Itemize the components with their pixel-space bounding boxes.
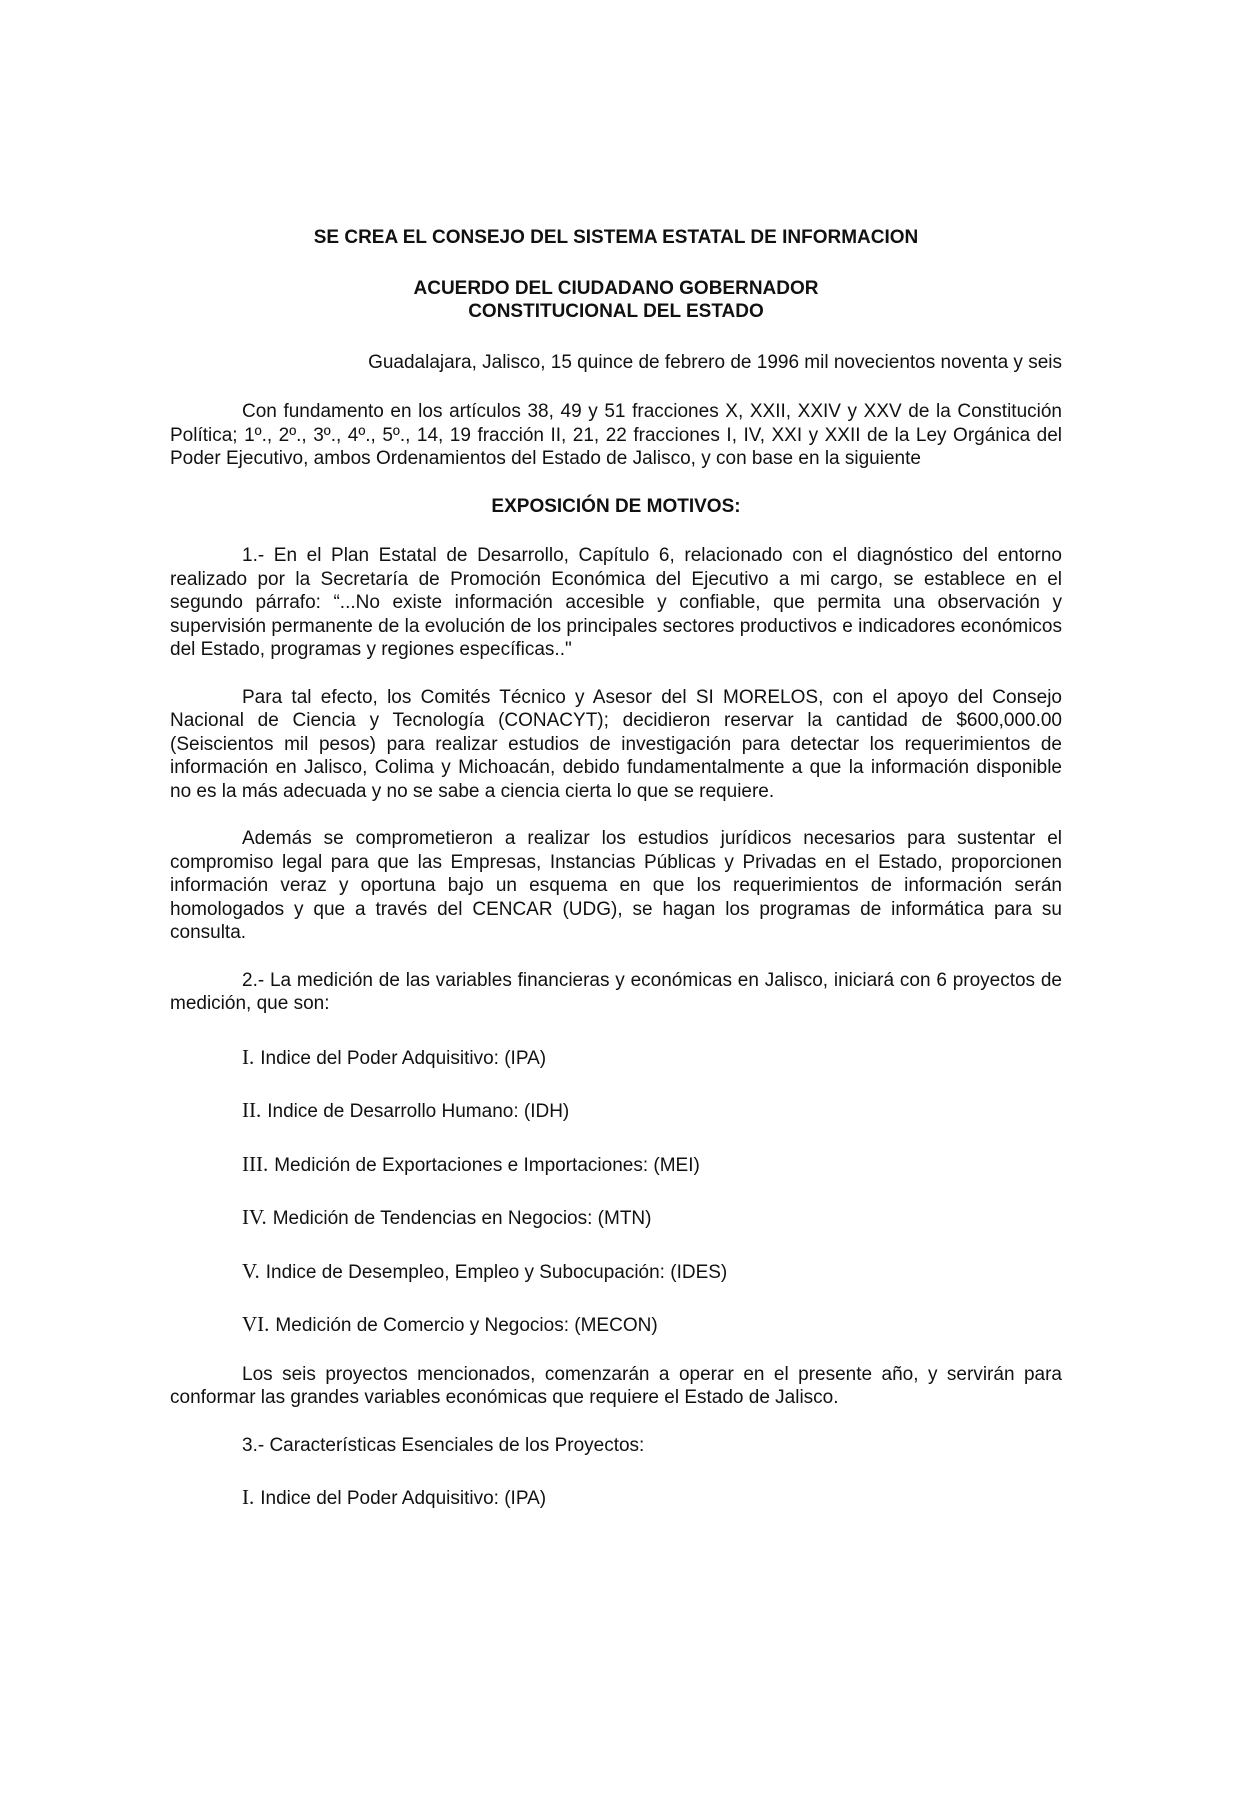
paragraph-1: 1.- En el Plan Estatal de Desarrollo, Capítulo 6, relacionado con el diagnóstico del entorno realizado por la Secretaría de Promoción Económica del Ejecutivo a mi cargo, se establece en el segundo párrafo: “...No existe información accesible y confiable, que permita una observación y supervisión permanente de la evolución de los principales sectores productivos e indicadores económicos del Estado, programas y regiones específicas.." <box>170 545 1062 660</box>
paragraph-2: Para tal efecto, los Comités Técnico y Asesor del SI MORELOS, con el apoyo del Consejo Nacional de Ciencia y Tecnología (CONACYT); decidieron reservar la cantidad de $600,000.00 (Seiscientos mil pesos) para realizar estudios de investigación para detectar los requerimientos de información en Jalisco, Colima y Michoacán, debido fundamentalmente a que la información disponible no es la más adecuada y no se sabe a ciencia cierta lo que se requiere. <box>170 686 1062 802</box>
list-item-text: Indice del Poder Adquisitivo: (IPA) <box>260 1488 547 1509</box>
paragraph-3: Además se comprometieron a realizar los estudios jurídicos necesarios para sustentar el compromiso legal para que las Empresas, Instancias Públicas y Privadas en el Estado, proporcionen información veraz y oportuna bajo un esquema en que los requerimientos de información serán homologados y que a través del CENCAR (UDG), se hagan los programas de informática para su consulta. <box>170 828 1062 943</box>
document-subtitle-line2: CONSTITUCIONAL DEL ESTADO <box>468 301 764 322</box>
list-item <box>242 1046 1062 1071</box>
document-page <box>170 226 1062 1540</box>
list-numeral: VI. <box>242 1312 270 1336</box>
list-item-text: Indice del Poder Adquisitivo: (IPA) <box>260 1047 547 1069</box>
intro-paragraph: Con fundamento en los artículos 38, 49 y 51 fracciones X, XXII, XXIV y XXV de la Constitución Política; 1º., 2º., 3º., 4º., 5º., 14, 19 fracción II, 21, 22 fracciones I, IV, XXI y XXII de la Ley Orgánica del Poder Ejecutivo, ambos Ordenamientos del Estado de Jalisco, y con base en la siguiente <box>170 401 1062 469</box>
list-item <box>242 1099 1062 1124</box>
list-item <box>242 1260 1062 1285</box>
place-date: Guadalajara, Jalisco, 15 quince de febrero de 1996 mil novecientos noventa y seis <box>368 351 1062 373</box>
paragraph-5: Los seis proyectos mencionados, comenzarán a operar en el presente año, y servirán para conformar las grandes variables económicas que requiere el Estado de Jalisco. <box>170 1363 1062 1408</box>
list-numeral: II. <box>242 1098 262 1122</box>
paragraph-4: 2.- La medición de las variables financieras y económicas en Jalisco, iniciará con 6 proyectos de medición, que son: <box>170 969 1062 1014</box>
list-numeral: III. <box>242 1151 269 1176</box>
list-item-text: Indice de Desempleo, Empleo y Subocupación: (IDES) <box>265 1261 728 1283</box>
list-numeral: I. <box>242 1044 255 1069</box>
final-list-item <box>242 1486 1062 1511</box>
list-item-text: Indice de Desarrollo Humano: (IDH) <box>267 1101 570 1122</box>
paragraph-6: 3.- Características Esenciales de los Proyectos: <box>242 1434 645 1456</box>
list-item <box>242 1206 1062 1231</box>
list-item <box>242 1313 1062 1338</box>
list-item-text: Medición de Exportaciones e Importaciones: (MEI) <box>274 1154 700 1176</box>
list-item-text: Medición de Tendencias en Negocios: (MTN) <box>272 1208 652 1229</box>
document-subtitle-line1: ACUERDO DEL CIUDADANO GOBERNADOR <box>413 277 819 299</box>
list-numeral: IV. <box>242 1205 267 1229</box>
document-title: SE CREA EL CONSEJO DEL SISTEMA ESTATAL DE INFORMACION <box>313 227 919 248</box>
list-item-text: Medición de Comercio y Negocios: (MECON) <box>275 1315 658 1336</box>
list-numeral: I. <box>242 1485 255 1509</box>
section-heading: EXPOSICIÓN DE MOTIVOS: <box>491 495 741 517</box>
list-item <box>242 1153 1062 1178</box>
list-numeral: V. <box>242 1258 260 1283</box>
